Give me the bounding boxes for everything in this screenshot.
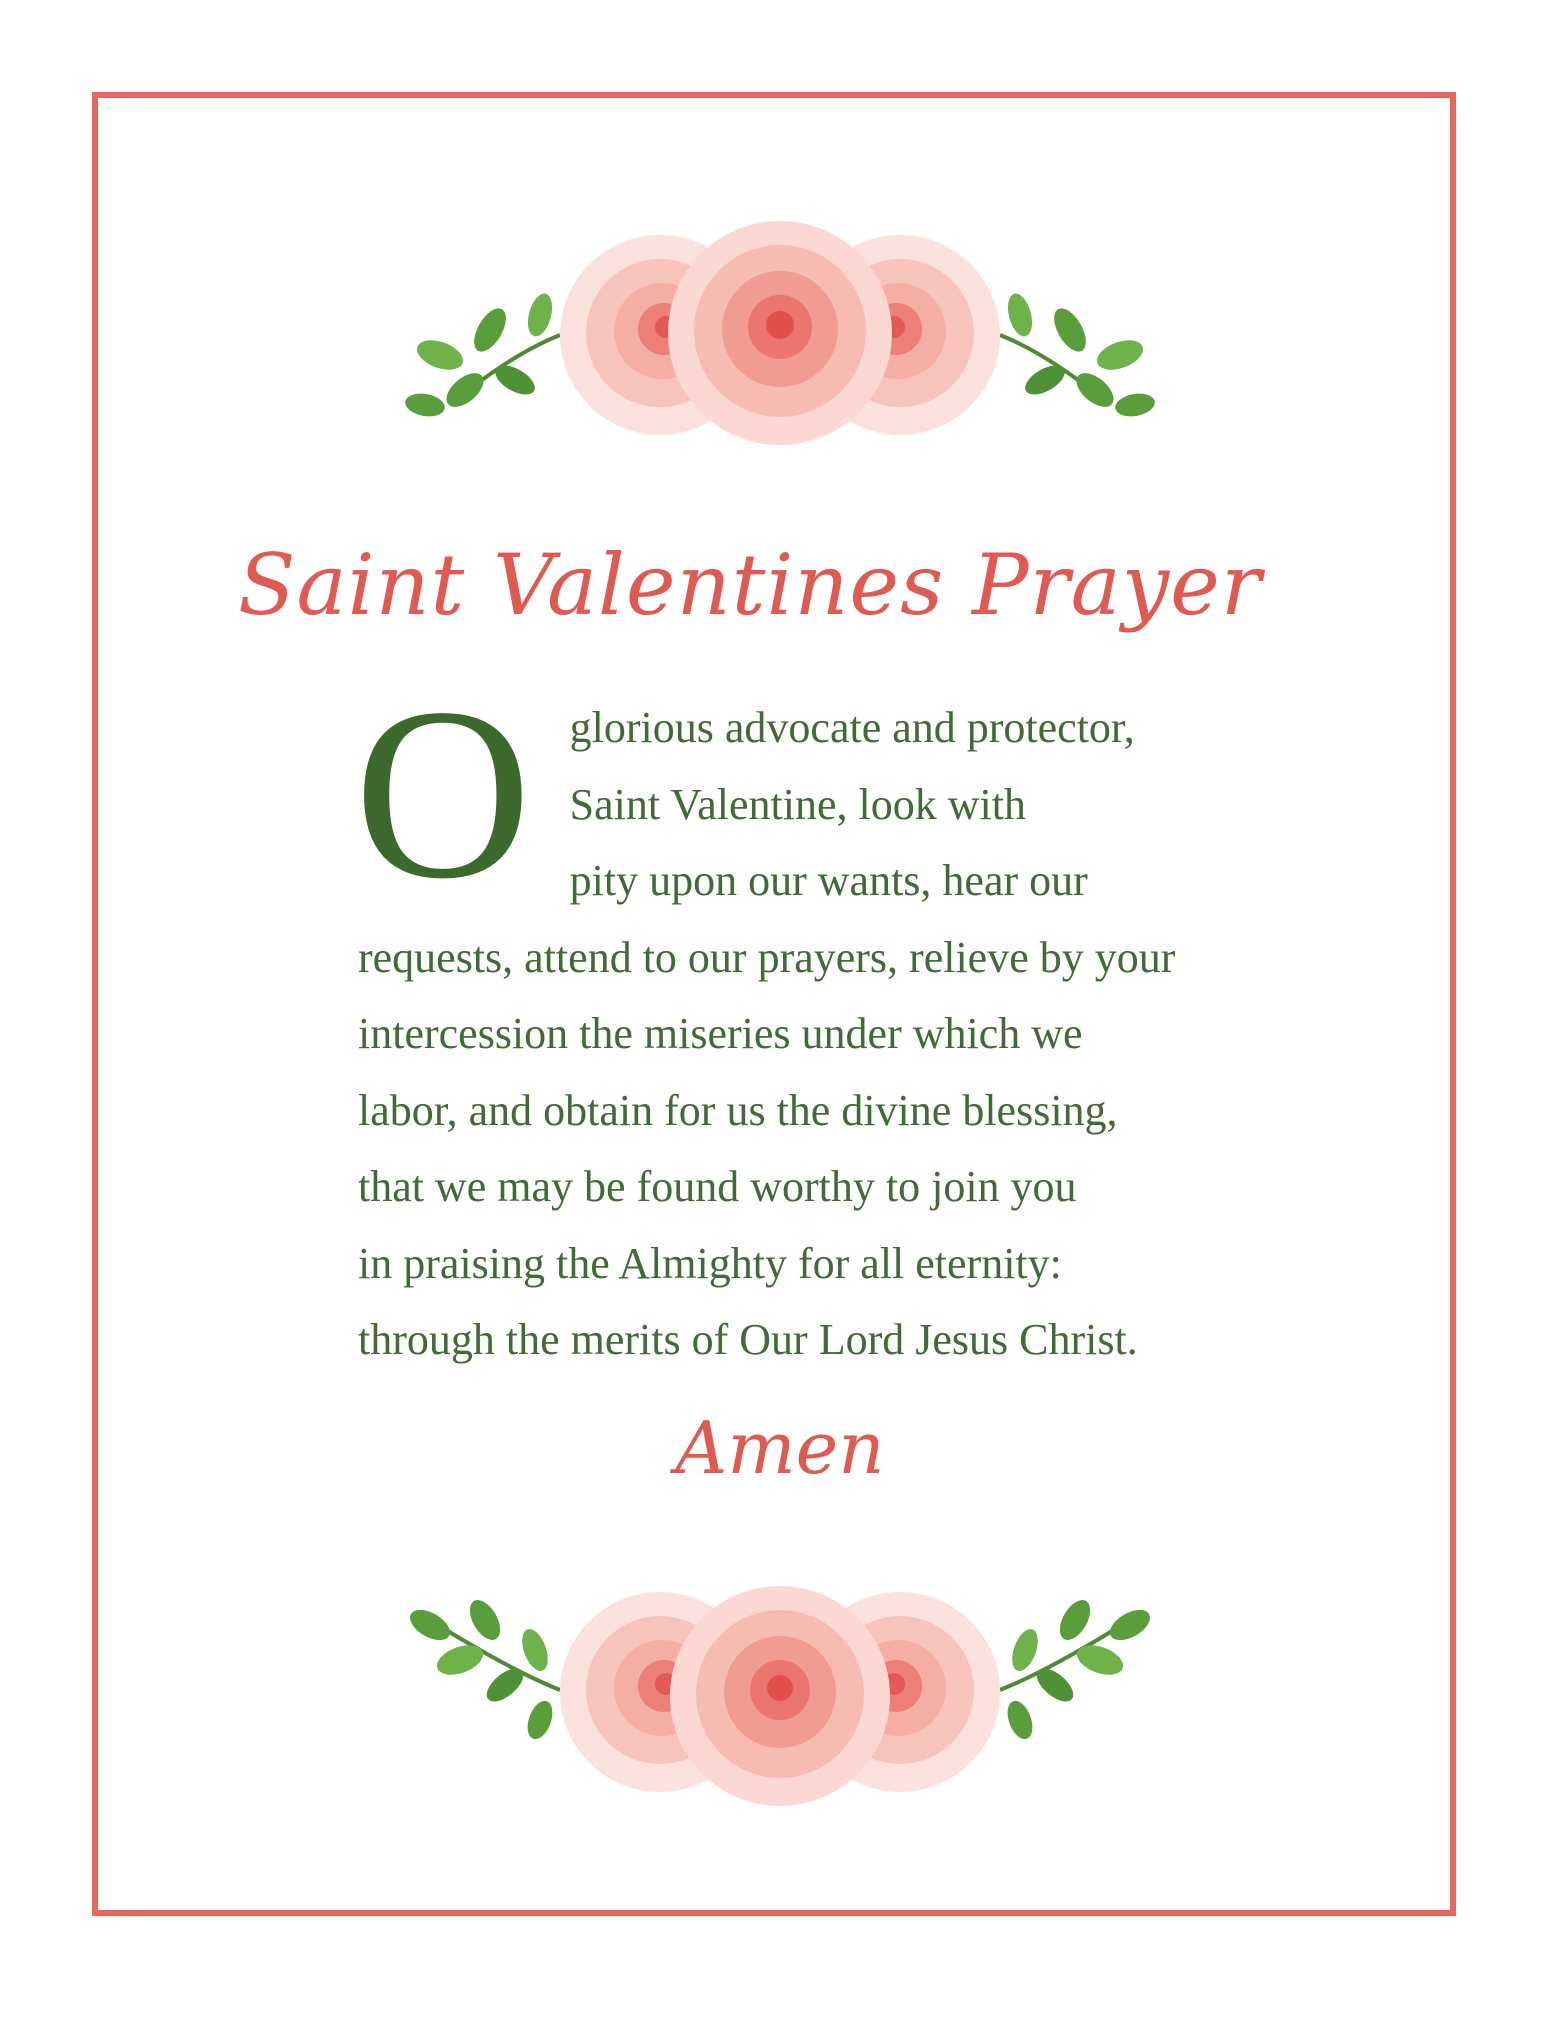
prayer-line: Saint Valentine, look with	[569, 779, 1026, 829]
leaf-sprig-left	[405, 1595, 560, 1743]
prayer-line: intercession the miseries under which we	[358, 1009, 1083, 1058]
closing-amen: Amen	[675, 1406, 885, 1490]
rose-center	[670, 1586, 890, 1806]
leaf-sprig-left	[403, 291, 560, 419]
rose-garland-icon	[370, 1580, 1190, 1810]
drop-cap: O	[354, 658, 532, 930]
leaf-sprig-right	[1000, 1595, 1155, 1743]
prayer-line: that we may be found worthy to join you	[358, 1162, 1077, 1211]
prayer-line: pity upon our wants, hear our	[569, 856, 1088, 905]
rose-garland-icon	[370, 215, 1190, 445]
prayer-line: requests, attend to our prayers, relieve by your	[358, 932, 1176, 982]
leaf-sprig-right	[1000, 291, 1157, 419]
prayer-line: glorious advocate and protector,	[569, 703, 1135, 752]
prayer-line: in praising the Almighty for all eternity:	[358, 1238, 1062, 1288]
top-rose-garland	[0, 215, 1560, 445]
prayer-text	[354, 658, 1258, 1379]
prayer-line: through the merits of Our Lord Jesus Christ.	[358, 1315, 1138, 1364]
rose-center	[668, 221, 892, 445]
prayer-line: labor, and obtain for us the divine blessing,	[358, 1085, 1118, 1135]
page-title: Saint Valentines Prayer	[237, 536, 1263, 634]
bottom-rose-garland	[0, 1580, 1560, 1810]
